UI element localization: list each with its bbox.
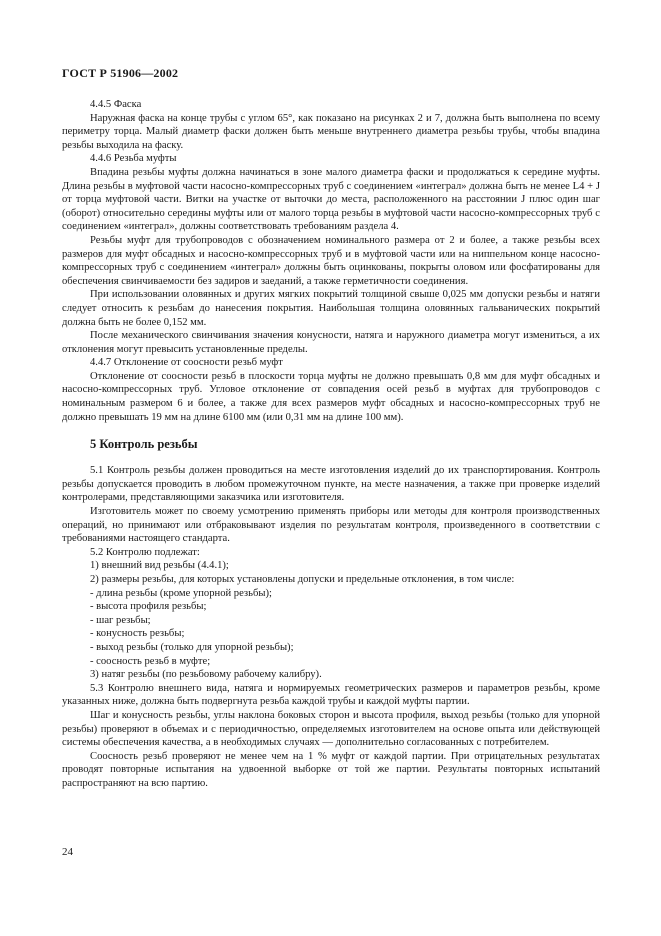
section-heading: 5 Контроль резьбы: [90, 437, 198, 452]
paragraph: Шаг и конусность резьбы, углы наклона боковых сторон и высота профиля, выход резьбы (только для упорной резьбы) проверяют в объемах и с периодичностью, определяемых изготовителем на основе опыта или действующей системы обеспечения качества, а в необходимых случаях — дополнительно согласованных с потребителем.: [62, 709, 600, 749]
document-header: ГОСТ Р 51906—2002: [62, 66, 179, 80]
paragraph: 5.3 Контролю внешнего вида, натяга и нормируемых геометрических размеров и параметров резьбы, кроме указанных ниже, должна быть подвергнута резьба каждой трубы и каждой муфты партии.: [62, 682, 600, 708]
paragraph: Впадина резьбы муфты должна начинаться в зоне малого диаметра фаски и продолжаться к середине муфты. Длина резьбы в муфтовой части насосно-компрессорных труб с соединением «интеграл» должна быть не менее L4 + J от торца муфтовой части. Витки на участке от выточки до места, расположенного на расстоянии J плюс один шаг (оборот) относительно середины муфты или от малого торца резьбы в муфтовой части насосно-компрессорных труб с соединением «интеграл», должны соответствовать требованиям раздела 4.: [62, 166, 600, 233]
paragraph: 4.4.6 Резьба муфты: [90, 153, 177, 165]
paragraph: - конусность резьбы;: [90, 628, 185, 640]
paragraph: - шаг резьбы;: [90, 614, 151, 626]
paragraph: - выход резьбы (только для упорной резьбы);: [90, 641, 294, 653]
paragraph: - длина резьбы (кроме упорной резьбы);: [90, 587, 272, 599]
paragraph: Резьбы муфт для трубопроводов с обозначением номинального размера от 2 и более, а также резьбы всех размеров для муфт обсадных и насосно-компрессорных труб и в муфтовой части или на ниппельном конце насосно-компрессорных труб с соединением «интеграл» должны быть оцинкованы, покрыты оловом или фосфатированы для обеспечения свинчиваемости без задиров и заеданий, а также герметичности соединения.: [62, 234, 600, 287]
page-number: 24: [62, 846, 73, 858]
paragraph: - высота профиля резьбы;: [90, 601, 207, 613]
paragraph: 5.1 Контроль резьбы должен проводиться на месте изготовления изделий до их транспортирования. Контроль резьбы допускается проводить в любом промежуточном пункте, на месте назначения, а также при проверке изделий контролерами, представляющими заказчика или изготовителя.: [62, 465, 600, 504]
paragraph: 5.2 Контролю подлежат:: [90, 546, 200, 558]
paragraph: 1) внешний вид резьбы (4.4.1);: [90, 560, 229, 572]
paragraph: - соосность резьб в муфте;: [90, 655, 211, 667]
paragraph: Изготовитель может по своему усмотрению применять приборы или методы для контроля производственных операций, но принимают или отбраковывают изделия по результатам контроля, произведенного в соответствии с требованиями настоящего стандарта.: [62, 506, 600, 545]
paragraph: 2) размеры резьбы, для которых установлены допуски и предельные отклонения, в том числе:: [90, 574, 515, 585]
paragraph: После механического свинчивания значения конусности, натяга и наружного диаметра могут измениться, а их отклонения могут превысить установленные пределы.: [62, 330, 600, 355]
paragraph: При использовании оловянных и других мягких покрытий толщиной свыше 0,025 мм допуски резьбы и натяги следует относить к резьбам до нанесения покрытия. Наибольшая толщина оловянных гальванических покрытий должна быть не более 0,152 мм.: [62, 289, 600, 328]
paragraph: 3) натяг резьбы (по резьбовому рабочему калибру).: [90, 669, 322, 681]
paragraph: Наружная фаска на конце трубы с углом 65°, как показано на рисунках 2 и 7, должна быть выполнена по всему периметру торца. Малый диаметр фаски должен быть меньше внутреннего диаметра резьбы трубы, чтобы впадина резьбы выходила на фаску.: [62, 112, 600, 151]
paragraph: 4.4.5 Фаска: [90, 99, 142, 110]
paragraph: 4.4.7 Отклонение от соосности резьб муфт: [90, 357, 283, 369]
paragraph: Соосность резьб проверяют не менее чем на 1 % муфт от каждой партии. При отрицательных результатах проводят повторные испытания на удвоенной выборке от той же партии. Результаты повторных испытаний распространяют на всю партию.: [62, 750, 600, 789]
paragraph: Отклонение от соосности резьб в плоскости торца муфты не должно превышать 0,8 мм для муфт обсадных и насосно-компрессорных труб. Угловое отклонение от совпадения осей резьб в муфтах для трубопроводов с номинальным размером 6 и более, а также для всех размеров муфт обсадных и насосно-компрессорных труб не должно превышать 19 мм на длине 6100 мм (или 0,31 мм на длине 100 мм).: [62, 370, 600, 423]
document-body: [62, 98, 600, 791]
